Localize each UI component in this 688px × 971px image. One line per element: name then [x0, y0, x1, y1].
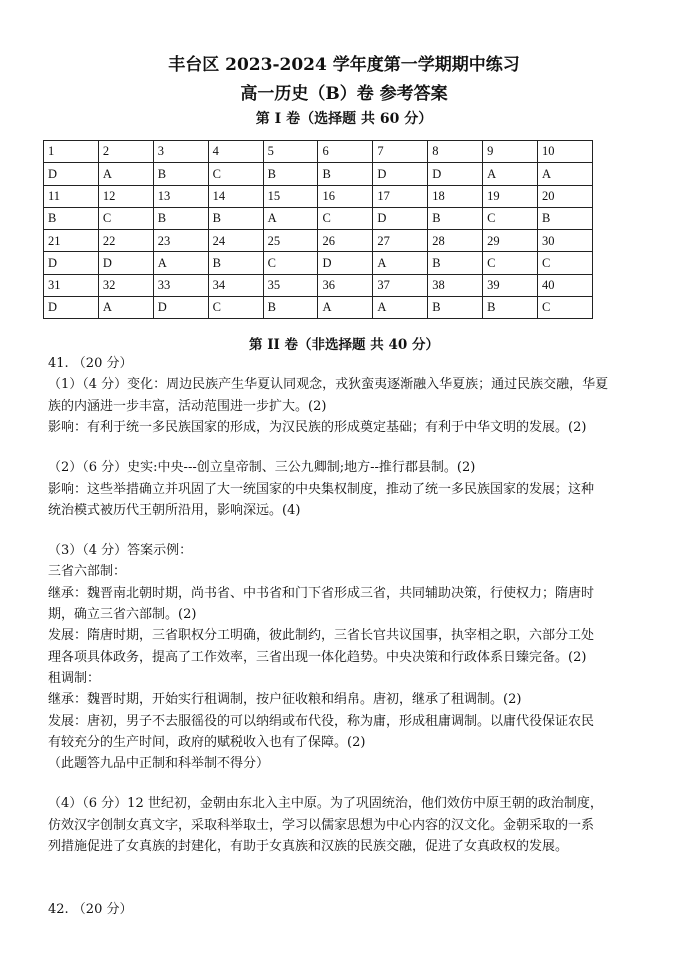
question-42-heading: 42. （20 分）	[48, 902, 133, 917]
question-number-cell: 25	[263, 230, 318, 252]
question-number-cell: 29	[483, 230, 538, 252]
question-number-cell: 18	[428, 185, 483, 207]
answer-cell: A	[153, 252, 208, 274]
section2-title: 第 II 卷（非选择题 共 40 分）	[249, 337, 439, 353]
question-number-cell: 27	[373, 230, 428, 252]
question-number-cell: 24	[208, 230, 263, 252]
answer-cell: D	[428, 163, 483, 185]
question-number-cell: 23	[153, 230, 208, 252]
question-number-cell: 36	[318, 274, 373, 296]
answer-cell: C	[263, 252, 318, 274]
answer-cell: B	[208, 207, 263, 229]
answer-row	[44, 163, 593, 185]
answer-cell: D	[373, 163, 428, 185]
answer-cell: B	[153, 163, 208, 185]
answer-line: 影响：这些举措确立并巩固了大一统国家的中央集权制度，推动了统一多民族国家的发展；这种	[48, 482, 595, 497]
question-number-cell: 39	[483, 274, 538, 296]
answer-cell: B	[428, 252, 483, 274]
question-number-cell: 3	[153, 141, 208, 163]
question-number-cell: 15	[263, 185, 318, 207]
question-number-cell: 13	[153, 185, 208, 207]
answer-cell: C	[538, 297, 593, 319]
question-number-cell: 10	[538, 141, 593, 163]
answer-cell: C	[318, 207, 373, 229]
answer-cell: A	[98, 297, 153, 319]
question-number-cell: 22	[98, 230, 153, 252]
answer-cell: C	[483, 252, 538, 274]
answer-line: 发展：隋唐时期，三省职权分工明确，彼此制约，三省长官共议国事，执宰相之职，六部分工处	[48, 628, 595, 643]
question-number-cell: 34	[208, 274, 263, 296]
answer-line: 有较充分的生产时间，政府的赋税收入也有了保障。(2)	[48, 735, 366, 750]
answer-cell: C	[483, 207, 538, 229]
answer-cell: D	[373, 207, 428, 229]
answer-cell: B	[153, 207, 208, 229]
answer-cell: B	[428, 207, 483, 229]
answer-line: 仿效汉字创制女真文字，采取科举取士，学习以儒家思想为中心内容的汉文化。金朝采取的一系	[48, 818, 595, 833]
answer-cell: A	[373, 297, 428, 319]
answer-line: 列措施促进了女真族的封建化，有助于女真族和汉族的民族交融，促进了女真政权的发展。	[48, 839, 569, 854]
answer-line: 租调制：	[48, 671, 101, 686]
question-number-cell: 19	[483, 185, 538, 207]
question-number-cell: 20	[538, 185, 593, 207]
answer-line: 族的内涵进一步丰富，活动范围进一步扩大。(2)	[48, 399, 327, 414]
question-number-cell: 5	[263, 141, 318, 163]
question-number-cell: 11	[44, 185, 99, 207]
answer-line: （3）（4 分）答案示例：	[48, 543, 193, 558]
section1-title: 第 I 卷（选择题 共 60 分）	[255, 111, 433, 127]
question-number-row	[44, 185, 593, 207]
question-number-cell: 4	[208, 141, 263, 163]
question-number-row	[44, 141, 593, 163]
answer-cell: B	[483, 297, 538, 319]
answer-cell: A	[318, 297, 373, 319]
answer-cell: A	[373, 252, 428, 274]
answer-line: 继承：魏晋时期，开始实行租调制，按户征收粮和绢帛。唐初，继承了租调制。(2)	[48, 692, 522, 707]
question-number-cell: 21	[44, 230, 99, 252]
question-number-row	[44, 274, 593, 296]
question-number-cell: 35	[263, 274, 318, 296]
answer-cell: A	[263, 207, 318, 229]
answer-line: 发展：唐初，男子不去服徭役的可以纳绢或布代役，称为庸，形成租庸调制。以庸代役保证农民	[48, 714, 595, 729]
answer-cell: C	[538, 252, 593, 274]
question-number-cell: 12	[98, 185, 153, 207]
question-number-cell: 8	[428, 141, 483, 163]
answer-cell: B	[44, 207, 99, 229]
question-number-cell: 32	[98, 274, 153, 296]
answer-row	[44, 297, 593, 319]
question-number-cell: 38	[428, 274, 483, 296]
answer-cell: B	[428, 297, 483, 319]
answer-line: （2）（6 分）史实:中央---创立皇帝制、三公九卿制;地方--推行郡县制。(2)	[48, 460, 476, 475]
question-number-cell: 7	[373, 141, 428, 163]
answer-cell: B	[318, 163, 373, 185]
question-number-cell: 2	[98, 141, 153, 163]
answer-cell: B	[538, 207, 593, 229]
exam-subtitle: 高一历史（B）卷 参考答案	[240, 84, 448, 104]
question-number-cell: 33	[153, 274, 208, 296]
answer-cell: B	[263, 163, 318, 185]
answer-line: 理各项具体政务，提高了工作效率，三省出现一体化趋势。中央决策和行政体系日臻完备。(2)	[48, 650, 587, 665]
question-number-cell: 37	[373, 274, 428, 296]
answer-row	[44, 207, 593, 229]
question-number-cell: 14	[208, 185, 263, 207]
question-number-cell: 40	[538, 274, 593, 296]
scoring-note: （此题答九品中正制和科举制不得分）	[48, 756, 270, 771]
answer-cell: C	[208, 297, 263, 319]
answer-cell: D	[153, 297, 208, 319]
question-number-cell: 6	[318, 141, 373, 163]
answer-line: 期，确立三省六部制。(2)	[48, 607, 197, 622]
question-number-cell: 28	[428, 230, 483, 252]
answer-line: （1）（4 分）变化：周边民族产生华夏认同观念，戎狄蛮夷逐渐融入华夏族；通过民族交融，华夏	[48, 377, 609, 392]
question-number-cell: 17	[373, 185, 428, 207]
answer-line: （4）（6 分）12 世纪初，金朝由东北入主中原。为了巩固统治，他们效仿中原王朝的政治制度，	[48, 796, 603, 811]
answer-cell: D	[44, 163, 99, 185]
question-number-cell: 31	[44, 274, 99, 296]
answer-cell: C	[208, 163, 263, 185]
question-41-heading: 41. （20 分）	[48, 356, 133, 371]
answer-line: 影响：有利于统一多民族国家的形成，为汉民族的形成奠定基础；有利于中华文明的发展。(2)	[48, 420, 587, 435]
answer-cell: D	[98, 252, 153, 274]
answer-cell: B	[263, 297, 318, 319]
answer-cell: D	[318, 252, 373, 274]
answer-cell: A	[483, 163, 538, 185]
answer-cell: B	[208, 252, 263, 274]
answer-line: 三省六部制：	[48, 564, 127, 579]
answer-line: 继承：魏晋南北朝时期，尚书省、中书省和门下省形成三省，共同辅助决策，行使权力；隋唐时	[48, 586, 595, 601]
multiple-choice-answer-table	[43, 140, 593, 319]
answer-cell: D	[44, 297, 99, 319]
answer-cell: A	[538, 163, 593, 185]
answer-cell: C	[98, 207, 153, 229]
answer-cell: A	[98, 163, 153, 185]
answer-row	[44, 252, 593, 274]
question-number-cell: 9	[483, 141, 538, 163]
question-number-cell: 16	[318, 185, 373, 207]
question-number-cell: 26	[318, 230, 373, 252]
exam-title: 丰台区 2023-2024 学年度第一学期期中练习	[168, 55, 520, 75]
answer-cell: D	[44, 252, 99, 274]
question-number-cell: 30	[538, 230, 593, 252]
question-number-cell: 1	[44, 141, 99, 163]
question-number-row	[44, 230, 593, 252]
answer-line: 统治模式被历代王朝所沿用，影响深远。(4)	[48, 503, 301, 518]
